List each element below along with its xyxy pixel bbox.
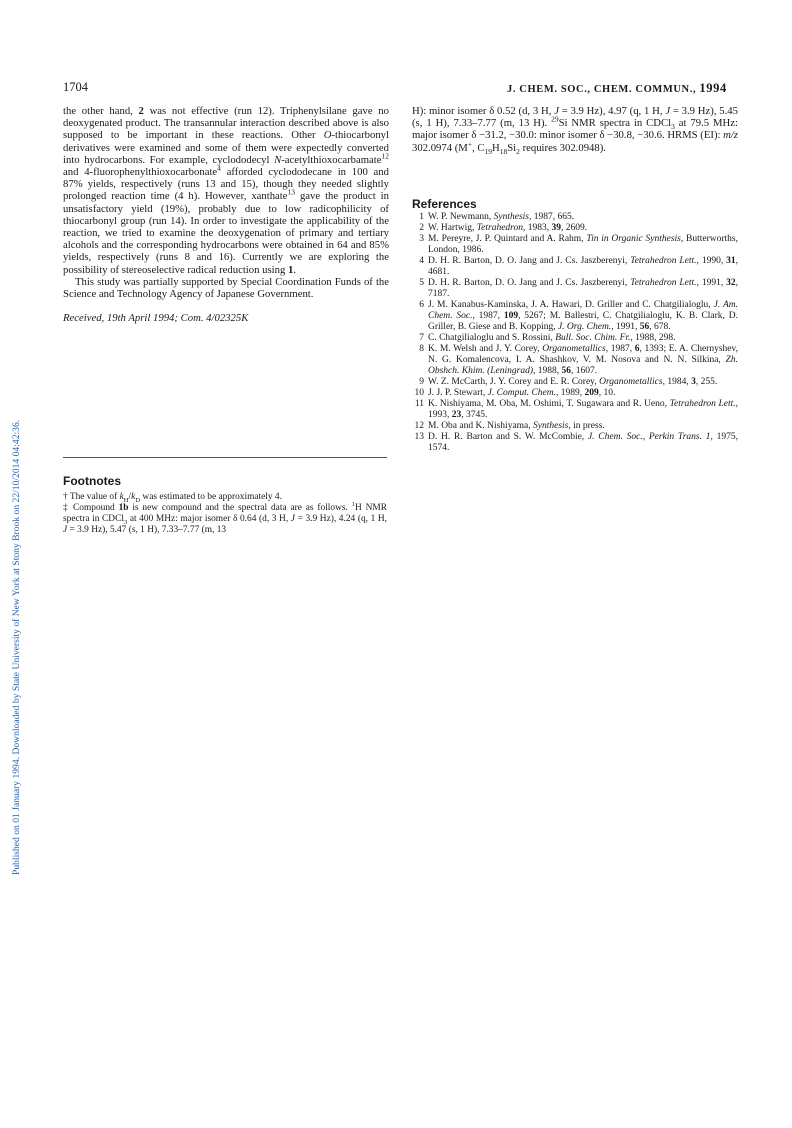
reference-number: 3 — [419, 234, 424, 244]
reference-number: 8 — [419, 344, 424, 354]
reference-number: 12 — [414, 421, 424, 431]
received-date: Received, 19th April 1994; Com. 4/02325K — [63, 312, 249, 325]
footnotes-heading: Footnotes — [63, 474, 121, 488]
reference-list — [412, 212, 738, 454]
reference-item: 8 K. M. Welsh and J. Y. Corey, Organometallics, 1987, 6, 1393; E. A. Chernyshev, N. G. Komalencova, I. A. Shashkov, V. M. Nosova and N. N. Silkina, Zh. Obshch. Khim. (Leningrad), 1988, 56, 1607. — [412, 344, 738, 377]
reference-item: 13 D. H. R. Barton and S. W. McCombie, J. Chem. Soc., Perkin Trans. 1, 1975, 1574. — [412, 432, 738, 454]
reference-number: 9 — [419, 377, 424, 387]
footnotes — [63, 492, 387, 536]
reference-number: 4 — [419, 256, 424, 266]
reference-item: 6 J. M. Kanabus-Kaminska, J. A. Hawari, D. Griller and C. Chatgilialoglu, J. Am. Chem. Soc., 1987, 109, 5267; M. Ballestri, C. Chatgilialoglu, K. B. Clark, D. Griller, B. Giese and B. Kopping, J. Org. Chem., 1991, 56, 678. — [412, 300, 738, 333]
body-paragraph: the other hand, 2 was not effective (run 12). Triphenylsilane gave no deoxygenated product. The transannular interaction described above is also supposed to be important in these reactions. Other O-thiocarbonyl derivatives were examined and some of them were expectedly converted into hydrocarbons. For example, cyclododecyl N-acetylthioxocarbamate$^{12}$ and 4-fluorophenylthioxocarbonate$^4$ afforded cyclododecane in 100 and 87% yields, respectively (runs 13 and 15), though they needed slightly prolonged reaction time (4 h). However, xanthate$^{13}$ gave the product in unsatisfactory yield (19%), probably due to low radicophilicity of thiocarbonyl group (run 14). In order to investigate the applicability of the reaction, we tried to examine the deoxygenation of primary and tertiary alcohols and the corresponding hydrocarbons were obtained in 64 and 85% yields, respectively (runs 8 and 16). Currently we are exploring the possibility of stereoselective radical reduction using 1. — [63, 105, 389, 276]
reference-number: 5 — [419, 278, 424, 288]
reference-item: 1 W. P. Newmann, Synthesis, 1987, 665. — [412, 212, 738, 223]
footnote-divider — [63, 457, 387, 458]
reference-number: 10 — [414, 388, 424, 398]
footnote-double-dagger: ‡ Compound 1b is new compound and the spectral data are as follows. $^1$H NMR spectra in CDCl$_3$ at 400 MHz: major isomer δ 0.64 (d, 3 H, J = 3.9 Hz), 4.24 (q, 1 H, J = 3.9 Hz), 5.47 (s, 1 H), 7.33–7.77 (m, 13 — [63, 500, 387, 535]
acknowledgement-paragraph: This study was partially supported by Special Coordination Funds of the Science and Technology Agency of Japanese Government. — [63, 275, 389, 301]
reference-item: 7 C. Chatgilialoglu and S. Rossini, Bull. Soc. Chim. Fr., 1988, 298. — [412, 333, 738, 344]
reference-item: 10 J. J. P. Stewart, J. Comput. Chem., 1989, 209, 10. — [412, 388, 738, 399]
reference-number: 2 — [419, 223, 424, 233]
right-column — [412, 105, 738, 154]
reference-item: 3 M. Pereyre, J. P. Quintard and A. Rahm, Tin in Organic Synthesis, Butterworths, London, 1986. — [412, 234, 738, 256]
reference-item: 5 D. H. R. Barton, D. O. Jang and J. Cs. Jaszberenyi, Tetrahedron Lett., 1991, 32, 7187. — [412, 278, 738, 300]
running-header — [507, 81, 727, 96]
reference-item: 2 W. Hartwig, Tetrahedron, 1983, 39, 2609. — [412, 223, 738, 234]
reference-number: 11 — [414, 399, 424, 409]
reference-number: 13 — [414, 432, 424, 442]
reference-item: 9 W. Z. McCarth, J. Y. Corey and E. R. Corey, Organometallics, 1984, 3, 255. — [412, 377, 738, 388]
footnote-dagger: † The value of $k_H/k_D$ was estimated to be approximately 4. — [63, 492, 282, 504]
left-column — [63, 105, 389, 324]
journal-year: 1994 — [699, 81, 727, 95]
page-number: 1704 — [63, 80, 88, 94]
download-stamp-text: Published on 01 January 1994. Downloaded by State University of New York at Stony Brook on 22/10/2014 04:42:36. — [11, 419, 22, 875]
journal-name: J. CHEM. SOC., CHEM. COMMUN., — [507, 84, 697, 95]
footnote-continued: H): minor isomer δ 0.52 (d, 3 H, J = 3.9 Hz), 4.97 (q, 1 H, J = 3.9 Hz), 5.45 (s, 1 H), 7.33–7.77 (m, 13 H). $^{29}$Si NMR spectra in CDCl$_3$ at 79.5 MHz: major isomer δ −31.2, −30.0: minor isomer δ −30.8, −30.6. HRMS (EI): m/z 302.0974 (M+, $C_{19}H_{18}Si_2$ requires 302.0948). — [412, 105, 739, 156]
reference-item: 12 M. Oba and K. Nishiyama, Synthesis, in press. — [412, 421, 738, 432]
reference-number: 1 — [419, 212, 424, 222]
references-heading: References — [412, 197, 477, 211]
download-stamp — [2, 0, 20, 1128]
reference-number: 7 — [419, 333, 424, 343]
reference-item: 11 K. Nishiyama, M. Oba, M. Oshimi, T. Sugawara and R. Ueno, Tetrahedron Lett., 1993, 23, 3745. — [412, 399, 738, 421]
reference-item: 4 D. H. R. Barton, D. O. Jang and J. Cs. Jaszberenyi, Tetrahedron Lett., 1990, 31, 4681. — [412, 256, 738, 278]
reference-number: 6 — [419, 300, 424, 310]
